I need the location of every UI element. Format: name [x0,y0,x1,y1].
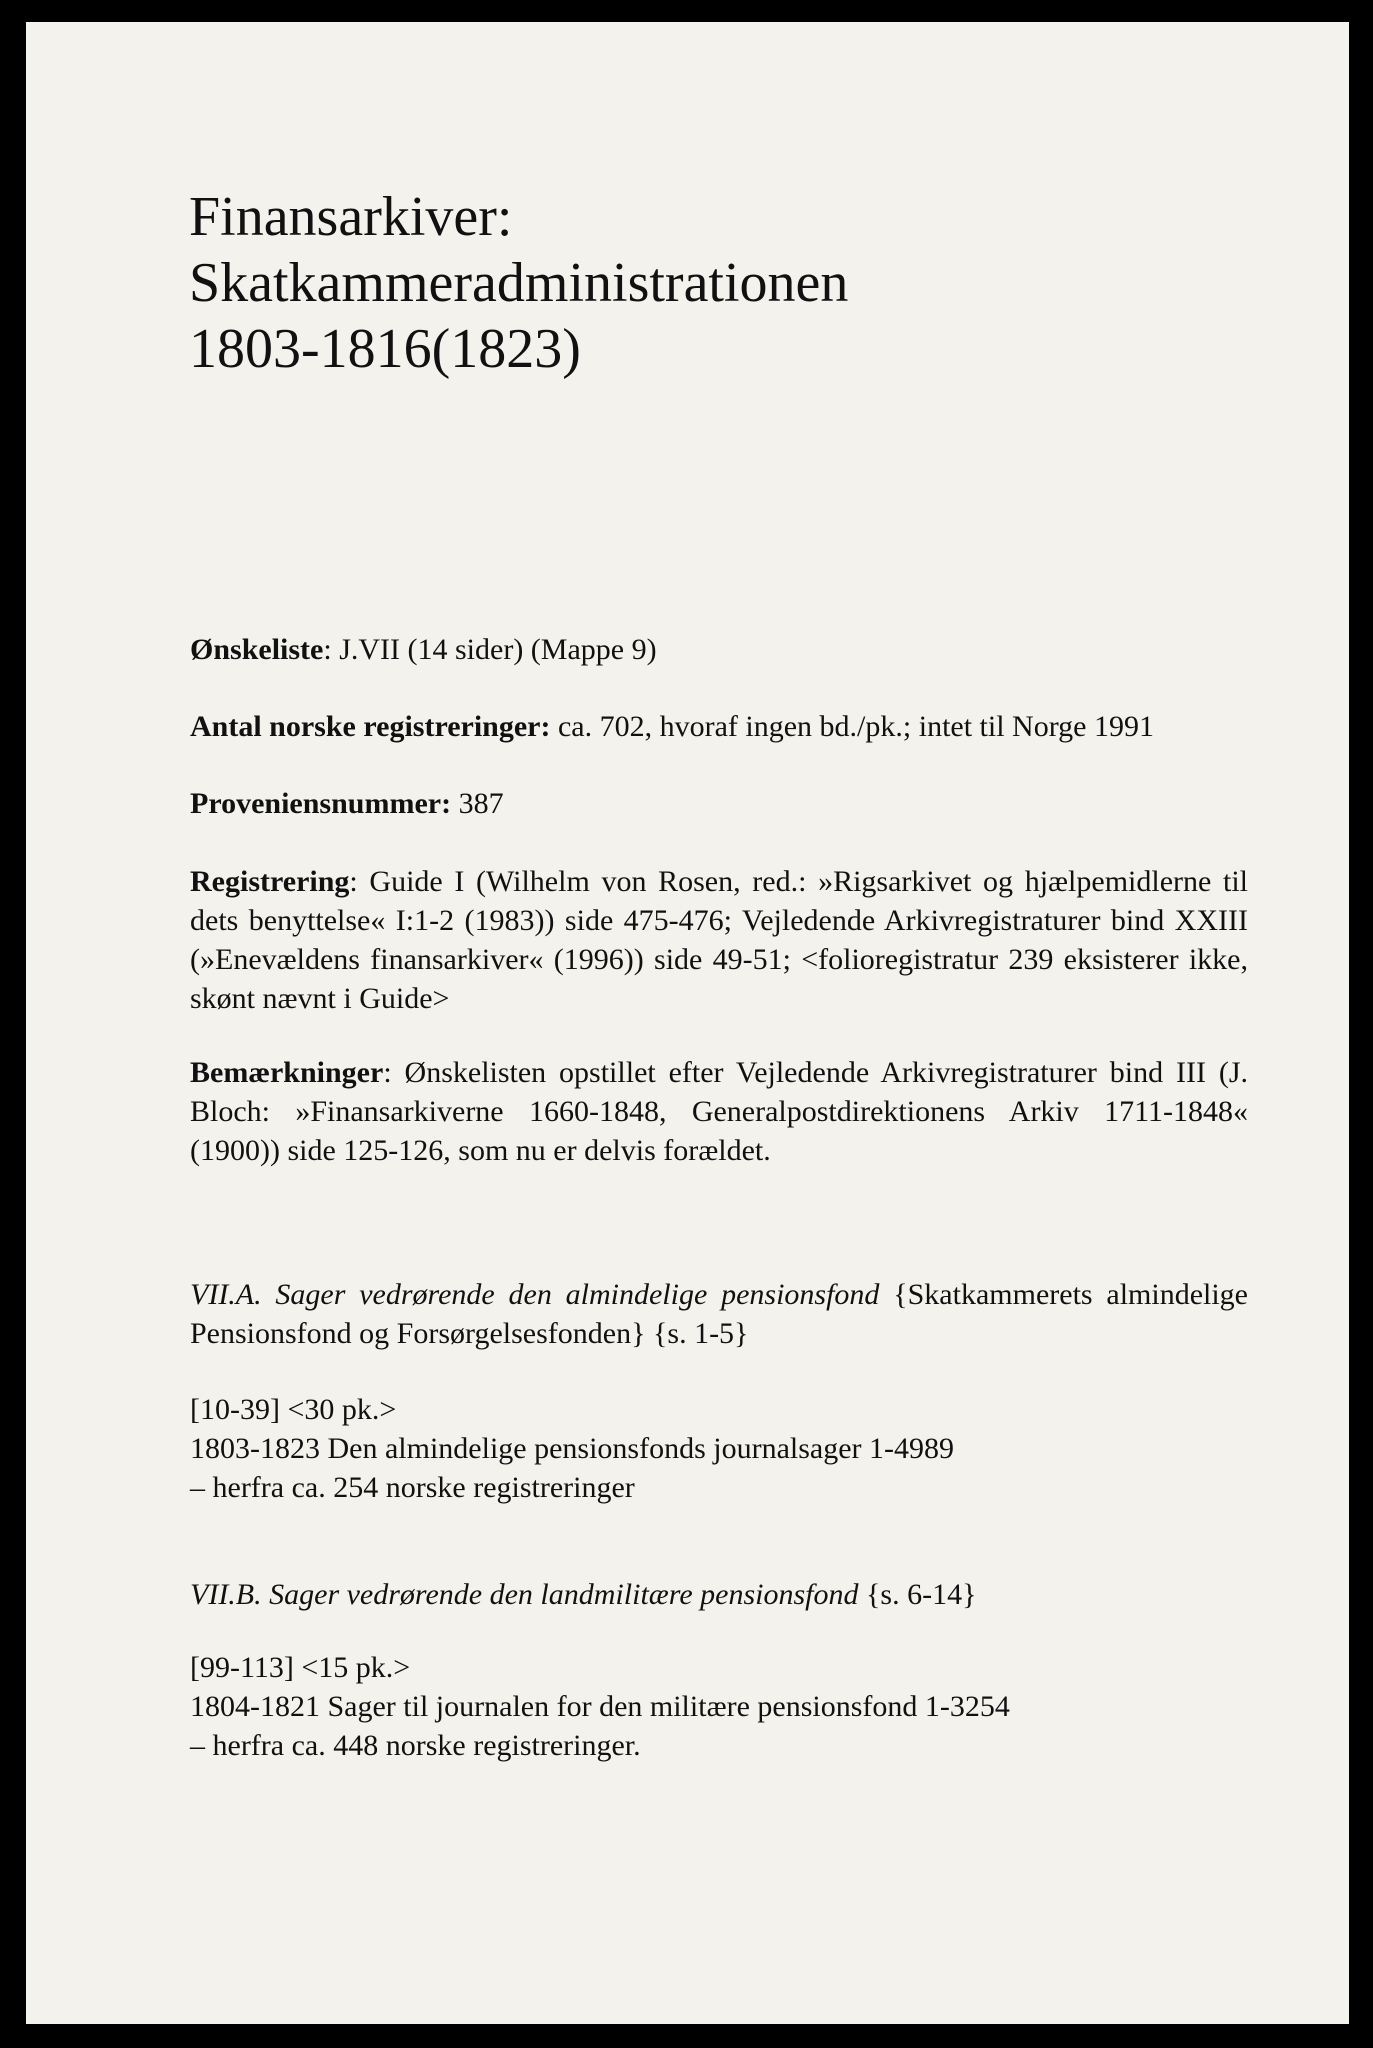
section-b-line-1: [99-113] <15 pk.> [190,1651,411,1684]
onskeliste-paragraph [190,630,1248,669]
section-a-title: VII.A. Sager vedrørende den almindelige pensionsfond [190,1278,880,1311]
section-a-line-3: – herfra ca. 254 norske registreringer [190,1471,635,1504]
bemaerkninger-text: : Ønskelisten opstillet efter Vejledende Arkivregistraturer bind III (J. Bloch: »Finansarkiverne 1660-1848, Generalpostdirektionens Arkiv 1711-1848« (1900)) side 125-126, som nu er delvis forældet. [190,1056,1248,1167]
page-title [189,184,848,382]
antal-paragraph [190,707,1248,746]
proveniens-label: Proveniensnummer: [190,787,452,820]
registrering-paragraph [190,862,1248,1018]
section-a-heading [190,1275,1248,1353]
section-a-line-2: 1803-1823 Den almindelige pensionsfonds journalsager 1-4989 [190,1432,955,1465]
onskeliste-label: Ønskeliste [190,633,324,666]
section-a-entry [190,1390,1248,1507]
section-b-line-3: – herfra ca. 448 norske registreringer. [190,1729,641,1762]
antal-label: Antal norske registreringer: [190,710,551,743]
onskeliste-text: : J.VII (14 sider) (Mappe 9) [323,633,657,666]
title-line-2: Skatkammeradministrationen [189,252,849,314]
proveniens-paragraph [190,784,1248,823]
bemaerkninger-paragraph [190,1053,1248,1170]
section-a-note: {Skatkammerets almindelige Pensionsfond og Forsørgelsesfonden} {s. 1-5} [190,1278,1248,1350]
bemaerkninger-label: Bemærkninger [190,1056,384,1089]
section-b-entry [190,1648,1248,1765]
registrering-label: Registrering [190,865,350,898]
section-b-title: VII.B. Sager vedrørende den landmilitære pensionsfond [190,1578,859,1611]
title-line-1: Finansarkiver: [189,186,513,248]
section-b-line-2: 1804-1821 Sager til journalen for den militære pensionsfond 1-3254 [190,1690,1010,1723]
antal-text: ca. 702, hvoraf ingen bd./pk.; intet til Norge 1991 [550,710,1154,743]
section-b-heading [190,1575,1248,1614]
title-line-3: 1803-1816(1823) [189,318,581,380]
proveniens-text: 387 [451,787,504,820]
section-a-line-1: [10-39] <30 pk.> [190,1393,397,1426]
section-b-note: {s. 6-14} [858,1578,977,1611]
document-page [26,22,1349,2024]
registrering-text: : Guide I (Wilhelm von Rosen, red.: »Rigsarkivet og hjælpemidlerne til dets benyttelse« I:1-2 (1983)) side 475-476; Vejledende Arkivregistraturer bind XXIII (»Enevældens finansarkiver« (1996)) side 49-51; <folioregistratur 239 eksisterer ikke, skønt nævnt i Guide> [190,865,1248,1015]
